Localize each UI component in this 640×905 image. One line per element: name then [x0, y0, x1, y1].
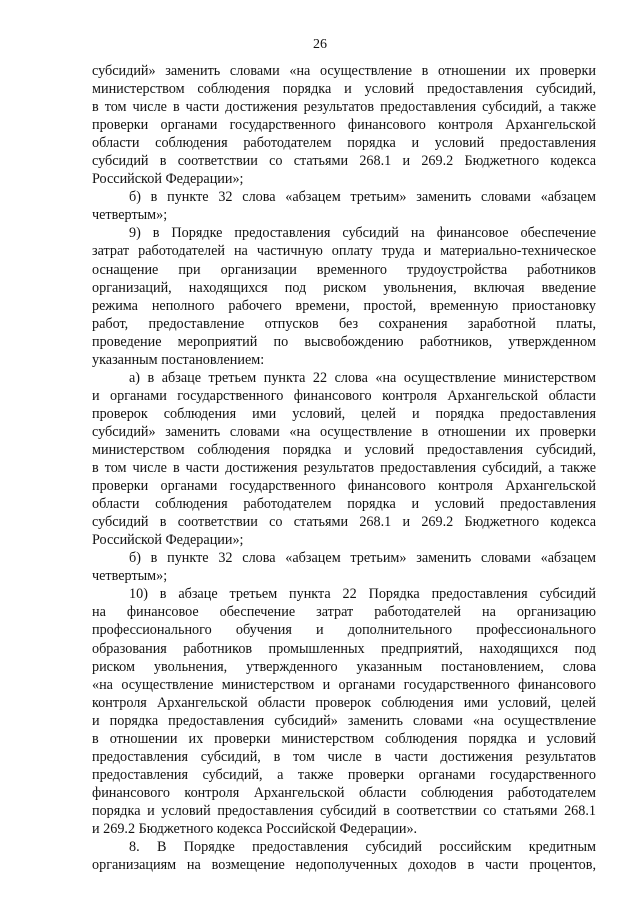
text-line: режима неполного рабочего времени, простой, временную приостановку: [92, 297, 596, 314]
text-line: и органами государственного финансового контроля Архангельской области: [92, 387, 596, 404]
text-line: финансового контроля Архангельской области соблюдения работодателем: [92, 784, 596, 801]
text-line: субсидий» заменить словами «на осуществление в отношении их проверки: [92, 423, 596, 440]
text-line: субсидий» заменить словами «на осуществление в отношении их проверки: [92, 63, 596, 79]
text-line: проверок соблюдения ими условий, целей и порядка предоставления: [92, 405, 596, 422]
text-line: «на осуществление министерством и органами государственного финансового: [92, 676, 596, 693]
text-line: 8. В Порядке предоставления субсидий российским кредитным: [129, 839, 596, 856]
text-line: б) в пункте 32 слова «абзацем третьим» заменить словами «абзацем: [129, 550, 596, 567]
text-line: оснащение при организации временного трудоустройства работников: [92, 261, 596, 278]
body-text: [92, 62, 596, 874]
text-line: затрат работодателей на частичную оплату труда и материально-техническое: [92, 243, 596, 260]
text-line: предоставления субсидий, в том числе в части достижения результатов: [92, 748, 596, 765]
text-line: субсидий в соответствии со статьями 268.1 и 269.2 Бюджетного кодекса: [92, 153, 596, 170]
text-line: и 269.2 Бюджетного кодекса Российской Федерации».: [92, 820, 418, 837]
text-line: и порядка предоставления субсидий» заменить словами «на осуществление: [92, 712, 596, 729]
text-line: Российской Федерации»;: [92, 171, 244, 188]
text-line: проверки органами государственного финансового контроля Архангельской: [92, 117, 596, 134]
text-line: в отношении их проверки министерством соблюдения порядка и условий: [92, 730, 596, 747]
text-line: б) в пункте 32 слова «абзацем третьим» заменить словами «абзацем: [129, 189, 596, 206]
text-line: министерством соблюдения порядка и условий предоставления субсидий,: [92, 441, 596, 458]
text-line: 9) в Порядке предоставления субсидий на финансовое обеспечение: [129, 225, 596, 242]
text-line: в том числе в части достижения результатов предоставления субсидий, а также: [92, 460, 596, 477]
text-line: а) в абзаце третьем пункта 22 слова «на осуществление министерством: [129, 369, 596, 386]
text-line: министерством соблюдения порядка и условий предоставления субсидий,: [92, 81, 596, 98]
page-number: 26: [313, 37, 327, 52]
text-line: 10) в абзаце третьем пункта 22 Порядка предоставления субсидий: [129, 586, 596, 603]
text-line: области соблюдения работодателем порядка и условий предоставления: [92, 496, 596, 513]
text-line: проведение мероприятий по высвобождению работников, утвержденном: [92, 333, 596, 350]
text-line: предоставления субсидий, а также проверки органами государственного: [92, 766, 596, 783]
text-line: риском увольнения, утвержденного указанным постановлением, слова: [92, 658, 596, 675]
text-line: четвертым»;: [92, 207, 168, 224]
text-line: проверки органами государственного финансового контроля Архангельской: [92, 478, 596, 495]
text-line: организаций, находящихся под риском увольнения, включая введение: [92, 279, 596, 296]
text-line: работ, предоставление отпусков без сохранения заработной платы,: [92, 315, 596, 332]
text-line: указанным постановлением:: [92, 351, 265, 368]
text-line: четвертым»;: [92, 568, 168, 585]
text-line: организациям на возмещение недополученных доходов в части процентов,: [92, 857, 596, 874]
text-line: субсидий в соответствии со статьями 268.1 и 269.2 Бюджетного кодекса: [92, 514, 596, 531]
text-line: порядка и условий предоставления субсидий в соответствии со статьями 268.1: [92, 802, 596, 819]
text-line: контроля Архангельской области проверок соблюдения ими условий, целей: [92, 694, 596, 711]
text-line: в том числе в части достижения результатов предоставления субсидий, а также: [92, 99, 596, 116]
text-line: Российской Федерации»;: [92, 532, 244, 549]
text-line: образования работников промышленных предприятий, находящихся под: [92, 640, 596, 657]
text-line: области соблюдения работодателем порядка и условий предоставления: [92, 135, 596, 152]
text-line: профессионального обучения и дополнительного профессионального: [92, 622, 596, 639]
text-line: на финансовое обеспечение затрат работодателей на организацию: [92, 604, 596, 621]
